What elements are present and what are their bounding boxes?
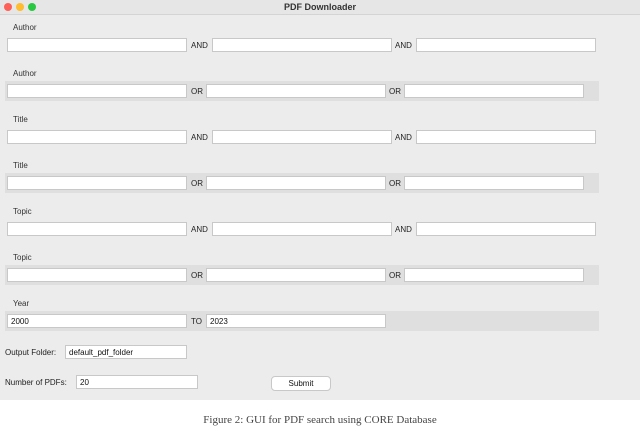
topic-and-field-3[interactable]	[416, 222, 596, 236]
title-or-field-1[interactable]	[7, 176, 187, 190]
year-to-field[interactable]	[206, 314, 386, 328]
title-and-field-3[interactable]	[416, 130, 596, 144]
title-and-op-1: AND	[191, 133, 208, 142]
title-and-field-1[interactable]	[7, 130, 187, 144]
output-folder-field[interactable]	[65, 345, 187, 359]
title-and-field-2[interactable]	[212, 130, 392, 144]
topic-and-op-2: AND	[395, 225, 412, 234]
title-bar	[0, 0, 640, 15]
title-or-op-1: OR	[191, 179, 203, 188]
author-and-label: Author	[13, 23, 37, 32]
topic-and-field-1[interactable]	[7, 222, 187, 236]
topic-or-field-2[interactable]	[206, 268, 386, 282]
author-and-field-3[interactable]	[416, 38, 596, 52]
title-and-op-2: AND	[395, 133, 412, 142]
title-or-field-2[interactable]	[206, 176, 386, 190]
topic-or-label: Topic	[13, 253, 32, 262]
submit-button[interactable]: Submit	[271, 376, 331, 391]
author-or-label: Author	[13, 69, 37, 78]
topic-or-field-1[interactable]	[7, 268, 187, 282]
title-or-op-2: OR	[389, 179, 401, 188]
topic-and-label: Topic	[13, 207, 32, 216]
title-and-label: Title	[13, 115, 28, 124]
year-label: Year	[13, 299, 30, 308]
title-or-field-3[interactable]	[404, 176, 584, 190]
topic-and-op-1: AND	[191, 225, 208, 234]
author-and-field-2[interactable]	[212, 38, 392, 52]
author-or-field-2[interactable]	[206, 84, 386, 98]
output-folder-label: Output Folder:	[5, 348, 57, 357]
year-to-label: TO	[191, 317, 202, 326]
author-and-op-1: AND	[191, 41, 208, 50]
figure-caption: Figure 2: GUI for PDF search using CORE Database	[203, 414, 437, 426]
topic-or-op-1: OR	[191, 271, 203, 280]
topic-or-field-3[interactable]	[404, 268, 584, 282]
topic-and-field-2[interactable]	[212, 222, 392, 236]
author-or-field-1[interactable]	[7, 84, 187, 98]
author-or-op-1: OR	[191, 87, 203, 96]
author-or-op-2: OR	[389, 87, 401, 96]
topic-or-op-2: OR	[389, 271, 401, 280]
author-and-op-2: AND	[395, 41, 412, 50]
author-and-field-1[interactable]	[7, 38, 187, 52]
num-pdfs-field[interactable]	[76, 375, 198, 389]
window-title: PDF Downloader	[283, 2, 356, 12]
year-from-field[interactable]	[7, 314, 187, 328]
num-pdfs-label: Number of PDFs:	[5, 378, 67, 387]
author-or-field-3[interactable]	[404, 84, 584, 98]
title-or-label: Title	[13, 161, 28, 170]
